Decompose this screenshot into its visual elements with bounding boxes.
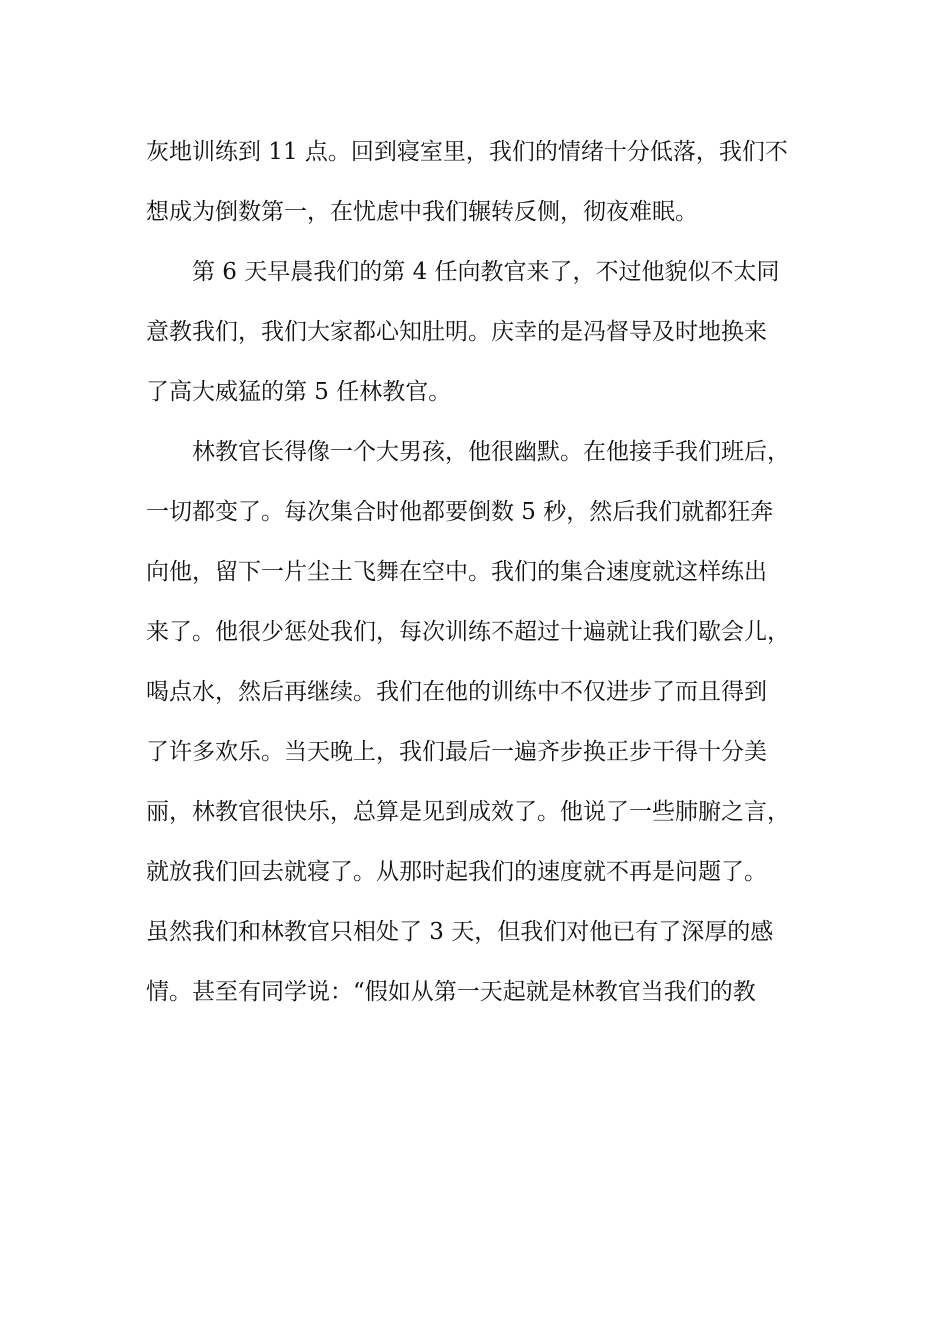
document-body <box>146 128 826 1088</box>
text-line: 喝点水，然后再继续。我们在他的训练中不仅进步了而且得到 <box>146 679 767 705</box>
text-line: 情。甚至有同学说：“假如从第一天起就是林教官当我们的教 <box>146 979 756 1005</box>
text-line: 灰地训练到 11 点。回到寝室里，我们的情绪十分低落，我们不 <box>146 139 788 165</box>
text-line: 第 6 天早晨我们的第 4 任向教官来了，不过他貌似不太同 <box>192 259 780 285</box>
text-line: 来了。他很少惩处我们，每次训练不超过十遍就让我们歇会儿， <box>146 619 790 645</box>
text-line: 林教官长得像一个大男孩，他很幽默。在他接手我们班后， <box>192 439 790 465</box>
text-line: 向他，留下一片尘土飞舞在空中。我们的集合速度就这样练出 <box>146 559 767 585</box>
text-line: 一切都变了。每次集合时他都要倒数 5 秒，然后我们就都狂奔 <box>146 499 774 525</box>
text-line: 想成为倒数第一，在忧虑中我们辗转反侧，彻夜难眠。 <box>146 199 698 225</box>
text-line: 了许多欢乐。当天晚上，我们最后一遍齐步换正步干得十分美 <box>146 739 767 765</box>
paragraph <box>146 428 826 1088</box>
text-line: 虽然我们和林教官只相处了 3 天，但我们对他已有了深厚的感 <box>146 919 774 945</box>
paragraph <box>146 248 826 428</box>
text-line: 了高大威猛的第 5 任林教官。 <box>146 379 452 405</box>
text-line: 意教我们，我们大家都心知肚明。庆幸的是冯督导及时地换来 <box>146 319 767 345</box>
paragraph <box>146 128 826 248</box>
text-line: 就放我们回去就寝了。从那时起我们的速度就不再是问题了。 <box>146 859 767 885</box>
text-line <box>146 1028 826 1088</box>
text-line: 丽，林教官很快乐，总算是见到成效了。他说了一些肺腑之言， <box>146 799 790 825</box>
